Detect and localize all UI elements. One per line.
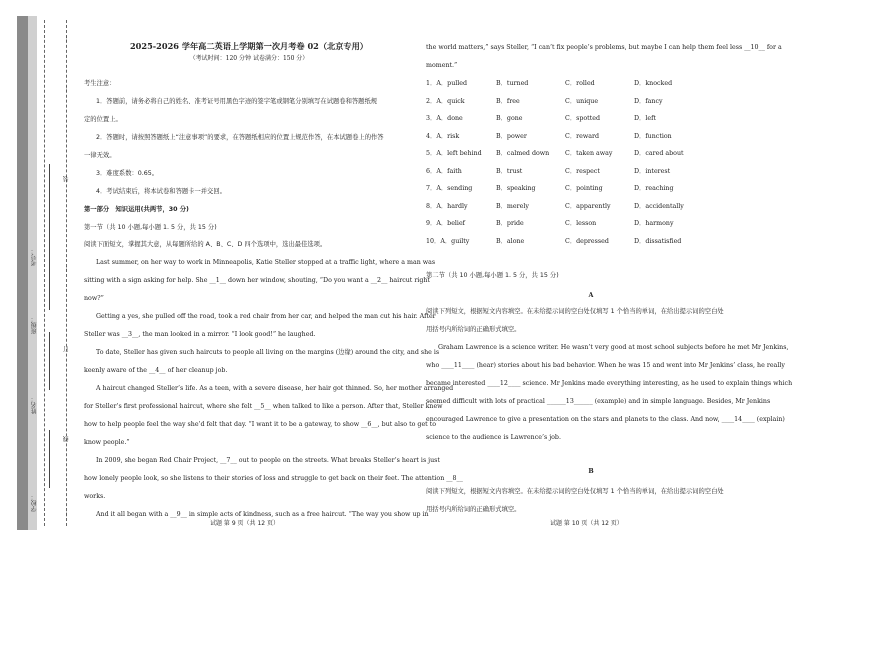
passage-line: To date, Steller has given such haircuts to people all living on the margins (边缘) around the city, and she is [96,349,440,356]
binding-label-name: 姓名： [31,396,38,414]
option-a [426,98,465,106]
passage-line: for Steller’s first professional haircut, where she felt __5__ when talked to like a person. After that, Steller knew [84,403,443,410]
passage-a-line: science to the audience is Lawrence’s job. [426,434,561,441]
part1-heading: 第一部分 知识运用(共两节，30 分) [84,206,189,213]
question-option-row [426,98,766,107]
passage-line: moment.” [426,62,458,69]
option-a-text: A．guilty [440,237,470,245]
option-c: C．unique [565,97,599,105]
option-a-text: A．pulled [436,80,468,87]
option-d: D．interest [634,167,671,175]
passage-b-label: B [588,468,594,475]
option-c: C．rolled [565,80,595,87]
binding-mark: … [62,36,69,42]
question-number: 2． [426,97,437,105]
option-c: C．reward [565,132,600,140]
section2-instructions: 阅读下列短文，根据短文内容填空。在未给提示词的空白处仅填写 1 个恰当的单词，在给出提示词的空白处 [426,308,724,315]
passage-line: know people.” [84,439,130,446]
passage-a-line: encouraged Lawrence to give a presentation on the stars and planets to the class. And now, ____14____ (explain) [426,416,785,423]
binding-label-class: 班级： [31,316,38,334]
option-a-text: A．left behind [436,150,482,157]
binding-cut-line-outer [66,20,67,526]
binding-cut-line [44,20,45,526]
note-line: 4．考试结束后，将本试卷和答题卡一并交回。 [96,188,226,195]
page-footer-left: 试题 第 9 页（共 12 页） [210,520,279,527]
passage-line: Last summer, on her way to work in Minneapolis, Katie Steller stopped at a traffic light, where a man was [96,259,436,266]
binding-mark: … [62,86,69,92]
exam-subtitle: （考试时间：120 分钟 试卷满分：150 分） [189,55,309,62]
option-c: C．apparently [565,202,611,210]
option-d: D．knocked [634,80,673,87]
question-number: 7． [426,185,437,192]
note-line: 定的位置上。 [84,116,122,123]
option-c: C．pointing [565,185,603,192]
option-a-text: A．done [436,115,463,122]
passage-a-line: seemed difficult with lots of practical ______13______ (example) and in simple language. Besides, Mr Jenkins [426,398,771,405]
passage-line: Steller was __3__, the man looked in a mirror. “I look good!” he laughed. [84,331,316,338]
question-number: 4． [426,132,437,140]
option-a-text: A．faith [436,167,462,175]
section2-instructions: 用括号内所给词的正确形式填空。 [426,326,521,333]
option-b: B．turned [496,80,529,87]
question-number: 5． [426,150,437,157]
option-b: B．merely [496,202,529,210]
notes-heading: 考生注意： [84,80,116,87]
option-a-text: A．risk [436,132,460,140]
option-b: B．pride [496,220,524,227]
passage-line: works. [84,493,106,500]
option-c: C．spotted [565,115,600,122]
option-a [426,80,467,88]
section1-instructions: 阅读下面短文，掌握其大意，从每题所给的 A、B、C、D 四个选项中，选出最佳选项。 [84,241,327,248]
binding-label-school: 学校： [31,494,38,512]
section2-b-instructions: 用括号内所给词的正确形式填空。 [426,506,521,513]
question-option-row [426,185,766,194]
binding-mark-xian: 线 [63,436,70,442]
binding-margin [17,16,72,530]
option-a [426,150,482,158]
option-c: C．respect [565,167,600,175]
note-line: 3．难度系数：0.65。 [96,170,159,177]
option-b: B．alone [496,237,525,245]
option-d: D．fancy [634,97,663,105]
section2-heading: 第二节（共 10 小题,每小题 1. 5 分，共 15 分) [426,272,559,279]
passage-line: In 2009, she began Red Chair Project, __7__ out to people on the streets. What breaks Steller’s heart is just [96,457,440,464]
question-number: 10． [426,237,441,245]
option-a [426,168,462,176]
question-option-row [426,168,766,177]
option-b: B．trust [496,167,523,175]
option-d: D．function [634,132,672,140]
class-field-line [49,234,50,310]
option-a [426,203,468,211]
binding-strip-light [28,16,37,530]
passage-line: And it all began with a __9__ in simple acts of kindness, such as a free haircut. “The way you show up in [96,511,429,518]
question-option-row [426,220,766,229]
binding-strip-dark [17,16,28,530]
option-a-text: A．sending [436,185,473,192]
binding-label-number: 考号： [31,248,38,266]
option-c: C．lesson [565,220,597,227]
option-d: D．accidentally [634,202,684,210]
question-option-row [426,238,766,247]
option-d: D．cared about [634,150,684,157]
option-d: D．reaching [634,185,674,192]
passage-a-line: became interested ____12____ science. Mr Jenkins made everything interesting, as he used to explain things which [426,380,793,387]
question-option-row [426,115,766,124]
question-number: 3． [426,115,437,122]
passage-line: the world matters,” says Steller, “I can’t fix people’s problems, but maybe I can help them feel less __10__ for a [426,44,782,51]
option-a-text: A．belief [436,220,465,227]
exam-title: 2025-2026 学年高二英语上学期第一次月考卷 02（北京专用） [129,41,368,51]
option-a-text: A．hardly [436,202,468,210]
binding-mark-zhuang: 装 [63,176,70,182]
note-line: 1．答题前，请务必将自己的姓名、准考证号用黑色字迹的签字笔或钢笔分别填写在试题卷和答题纸规 [96,98,378,105]
option-d: D．left [634,115,656,122]
option-a [426,220,465,228]
question-number: 8． [426,202,437,210]
passage-line: now?” [84,295,104,302]
option-b: B．free [496,97,520,105]
passage-line: how lonely people look, so she listens to their stories of loss and struggle to get back on their feet. The attention __8__ [84,475,463,482]
question-option-row [426,150,766,159]
note-line: 一律无效。 [84,152,116,159]
question-option-row [426,80,766,89]
passage-a-line: who ____11____ (hear) stories about his bad behavior. When he was 15 and went into Mr Jenkins’ class, he really [426,362,785,369]
option-b: B．power [496,132,527,140]
section1-heading: 第一节（共 10 小题,每小题 1. 5 分，共 15 分) [84,224,217,231]
option-d: D．harmony [634,220,674,227]
section2-b-instructions: 阅读下列短文，根据短文内容填空。在未给提示词的空白处仅填写 1 个恰当的单词，在给出提示词的空白处 [426,488,724,495]
option-c: C．depressed [565,237,609,245]
option-b: B．speaking [496,185,536,192]
option-a [426,185,472,193]
binding-mark-ding: 订 [63,346,70,352]
option-a [426,115,463,123]
question-number: 6． [426,167,437,175]
question-option-row [426,203,766,212]
option-c: C．taken away [565,150,613,157]
option-b: B．calmed down [496,150,550,157]
binding-mark: … [62,511,69,517]
binding-mark: … [62,266,69,272]
option-d: D．dissatisfied [634,237,682,245]
question-number: 9． [426,220,437,227]
passage-line: keenly aware of the __4__ of her cleanup job. [84,367,228,374]
question-number: 1． [426,80,437,87]
question-option-row [426,133,766,142]
number-field-line [49,164,50,240]
passage-a-line: Graham Lawrence is a science writer. He wasn’t very good at most school subjects before he met Mr Jenkins, [438,344,789,351]
passage-a-label: A [588,292,594,299]
passage-line: sitting with a sign asking for help. She __1__ down her window, shouting, “Do you want a __2__ haircut right [84,277,430,284]
option-a-text: A．quick [436,97,465,105]
passage-line: A haircut changed Steller’s life. As a teen, with a severe disease, her hair got thinned. So, her mother arranged [96,385,454,392]
note-line: 2．答题时，请按照答题纸上“注意事项”的要求，在答题纸相应的位置上规范作答，在本试题卷上的作答 [96,134,384,141]
page-footer-right: 试题 第 10 页（共 12 页） [550,520,623,527]
option-a [426,238,469,246]
passage-line: Getting a yes, she pulled off the road, took a red chair from her car, and helped the man cut his hair. After [96,313,436,320]
option-a [426,133,459,141]
passage-line: how to help people feel the way she’d felt that day. “I want it to be a gateway, to show __6__, but also to get to [84,421,437,428]
school-field-line [49,430,50,488]
option-b: B．gone [496,115,523,122]
name-field-line [49,332,50,390]
